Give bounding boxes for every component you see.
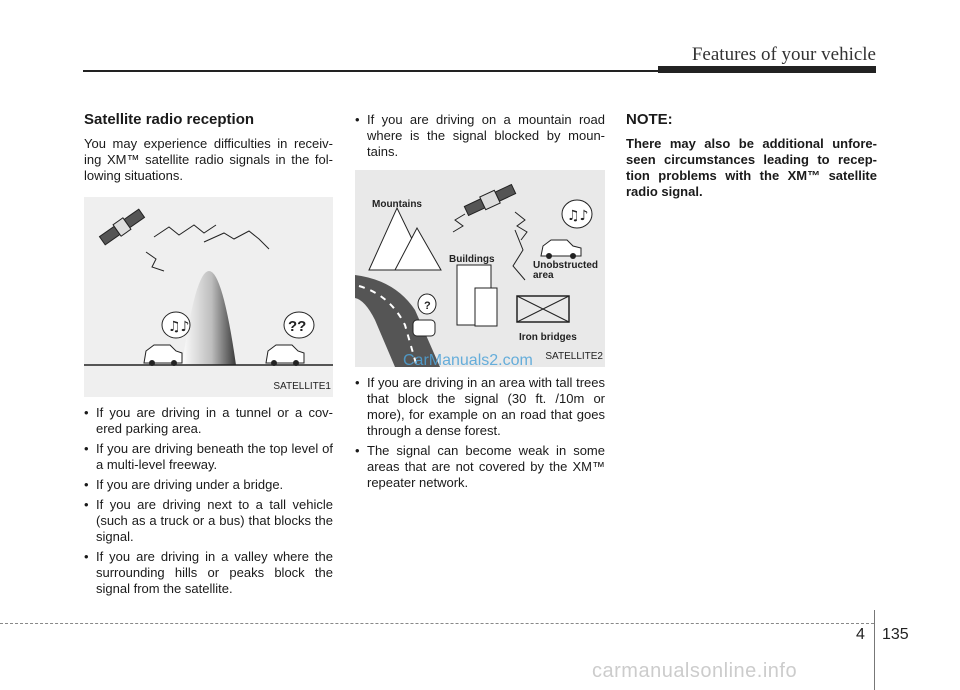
section-title: Satellite radio reception	[84, 111, 255, 128]
bullet-list-left	[84, 405, 333, 597]
list-item: • If you are driving in an area with tall trees that block the signal (30 ft. /10m or more), for example on an road that goes through a dense forest.	[355, 375, 605, 439]
site-watermark: carmanualsonline.info	[592, 660, 798, 682]
header-rule-thick	[658, 66, 876, 73]
car-icon	[413, 320, 435, 336]
bullet-list-mid-bottom	[355, 375, 605, 491]
list-item: • If you are driving in a valley where the surrounding hills or peaks block the signal from the satellite.	[84, 549, 333, 597]
list-item: • If you are driving beneath the top level of a multi-level freeway.	[84, 441, 333, 473]
label-buildings: Buildings	[449, 254, 495, 265]
svg-text:♫♪: ♫♪	[567, 208, 589, 224]
list-item: • The signal can become weak in some areas that are not covered by the XM™ repeater network.	[355, 443, 605, 491]
note-title: NOTE:	[626, 111, 673, 128]
page-number: 135	[882, 626, 909, 643]
column-middle	[355, 112, 605, 495]
list-item: • If you are driving next to a tall vehicle (such as a truck or a bus) that blocks the signal.	[84, 497, 333, 545]
note-section	[626, 112, 877, 200]
note-text: There may also be additional unfore-seen circumstances leading to recep-tion problems with the XM™ satellite radio signal.	[626, 136, 877, 199]
section-intro: You may experience difficulties in receiv-ing XM™ satellite radio signals in the fol-lowing situations.	[84, 136, 333, 183]
header-rule	[83, 70, 658, 72]
footer-rule	[0, 623, 874, 624]
page-header-title: Features of your vehicle	[691, 44, 876, 65]
figure-satellite1	[84, 197, 333, 397]
label-area: area	[533, 270, 554, 281]
figure-satellite2	[355, 170, 605, 367]
list-item: • If you are driving under a bridge.	[84, 477, 333, 493]
satellite-diagram-2	[355, 170, 605, 367]
figure1-label: SATELLITE1	[273, 381, 331, 392]
svg-text:?: ?	[424, 300, 431, 312]
svg-text:♫♪: ♫♪	[168, 319, 190, 335]
list-item: • If you are driving on a mountain road where is the signal blocked by moun-tains.	[355, 112, 605, 160]
label-unobstructed: Unobstructed	[533, 260, 598, 271]
column-left	[84, 112, 333, 601]
svg-text:??: ??	[288, 318, 307, 335]
footer-divider	[874, 610, 875, 690]
satellite-diagram-1	[84, 197, 333, 397]
watermark-text: CarManuals2.com	[403, 352, 533, 369]
list-item: • If you are driving in a tunnel or a cov-ered parking area.	[84, 405, 333, 437]
chapter-number: 4	[856, 626, 865, 643]
label-mountains: Mountains	[372, 199, 422, 210]
bullet-list-mid-top	[355, 112, 605, 160]
label-iron-bridges: Iron bridges	[519, 332, 577, 343]
figure2-label: SATELLITE2	[545, 351, 603, 362]
